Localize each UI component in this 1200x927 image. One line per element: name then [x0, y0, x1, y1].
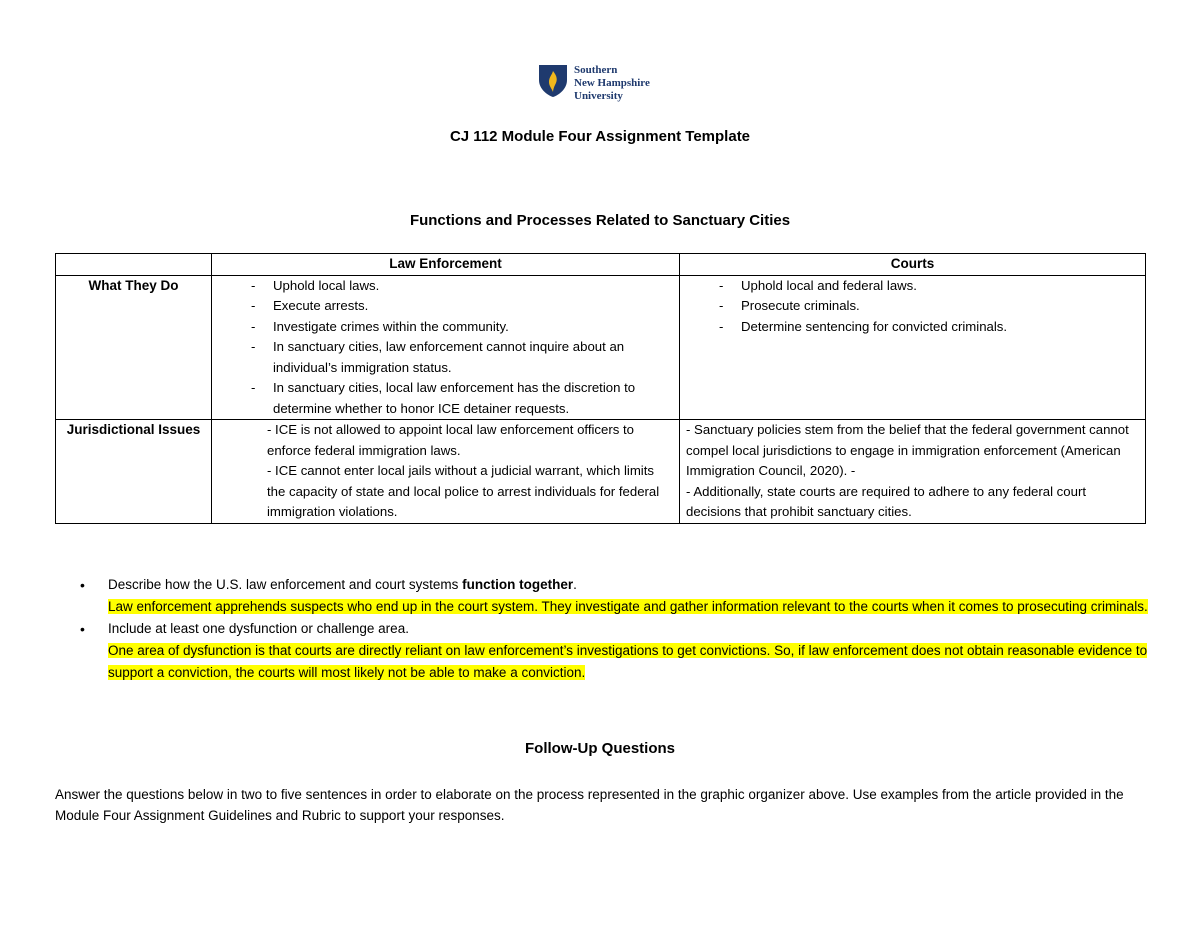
cell-paragraph: - ICE cannot enter local jails without a judicial warrant, which limits the capacity of state and local police to arrest individuals for federal immigration violations.: [267, 463, 660, 519]
list-item: - Uphold local and federal laws.: [686, 276, 1139, 297]
cell-law-jurisdictional: [212, 420, 680, 524]
snhu-shield-icon: [538, 64, 568, 98]
list-item: - In sanctuary cities, local law enforcement has the discretion to determine whether to honor ICE detainer requests.: [218, 378, 673, 419]
row-label-jurisdictional-issues: Jurisdictional Issues: [56, 420, 212, 524]
organizer-table: [55, 253, 1146, 524]
list-item: [80, 618, 1150, 684]
list-item: - In sanctuary cities, law enforcement cannot inquire about an individual’s immigration status.: [218, 337, 673, 378]
logo-line-1: Southern: [574, 64, 618, 76]
logo-line-2: New Hampshire: [574, 77, 650, 89]
cell-courts-what-they-do: [680, 275, 1146, 420]
prompt-bold-text: function together: [462, 577, 574, 592]
highlighted-answer: Law enforcement apprehends suspects who end up in the court system. They investigate and gather information relevant to the courts when it comes to prosecuting criminals.: [108, 599, 1148, 614]
prompt-punctuation: .: [573, 577, 577, 592]
table-header-row: [56, 254, 1146, 276]
table-header-empty: [56, 254, 212, 276]
table-row: [56, 420, 1146, 524]
list-item: - Uphold local laws.: [218, 276, 673, 297]
followup-instructions: Answer the questions below in two to five sentences in order to elaborate on the process represented in the graphic organizer above. Use examples from the article provided in the Module Four Assignment Guidelines and Rubric to support your responses.: [55, 787, 1124, 823]
table-header-courts: Courts: [680, 254, 1146, 276]
list-item: - Determine sentencing for convicted criminals.: [686, 317, 1139, 338]
table-header-law-enforcement: Law Enforcement: [212, 254, 680, 276]
followup-heading: Follow-Up Questions: [525, 740, 675, 757]
cell-paragraph: - Sanctuary policies stem from the belief that the federal government cannot compel local jurisdictions to engage in immigration enforcement (American Immigration Council, 2020). -: [686, 422, 1129, 478]
cell-law-what-they-do: [212, 275, 680, 420]
bullet-prompt: Include at least one dysfunction or challenge area.: [108, 621, 409, 636]
row-label-what-they-do: What They Do: [56, 275, 212, 420]
bullet-icon: •: [80, 577, 85, 593]
bullet-prompt: [108, 574, 1150, 596]
list-item: - Execute arrests.: [218, 296, 673, 317]
bullet-icon: •: [80, 621, 85, 637]
logo-line-3: University: [574, 90, 623, 102]
table-row: [56, 275, 1146, 420]
prompt-text: Describe how the U.S. law enforcement and court systems: [108, 577, 463, 592]
document-title: CJ 112 Module Four Assignment Template: [449, 128, 751, 145]
highlighted-answer: One area of dysfunction is that courts are directly reliant on law enforcement’s investigations to get convictions. So, if law enforcement does not obtain reasonable evidence to support a conviction, the courts will most likely not be able to make a conviction.: [108, 643, 1148, 680]
cell-paragraph: - ICE is not allowed to appoint local law enforcement officers to enforce federal immigration laws.: [267, 422, 634, 458]
cell-paragraph: - Additionally, state courts are required to adhere to any federal court decisions that prohibit sanctuary cities.: [686, 483, 1087, 519]
bullet-list: [80, 574, 1150, 684]
cell-courts-jurisdictional: [680, 420, 1146, 524]
list-item: - Investigate crimes within the community.: [218, 317, 673, 338]
list-item: [80, 574, 1150, 618]
snhu-logo: [538, 64, 678, 104]
logo-wordmark: [574, 64, 650, 103]
section-title: Functions and Processes Related to Sanctuary Cities: [409, 212, 791, 229]
list-item: - Prosecute criminals.: [686, 296, 1139, 317]
